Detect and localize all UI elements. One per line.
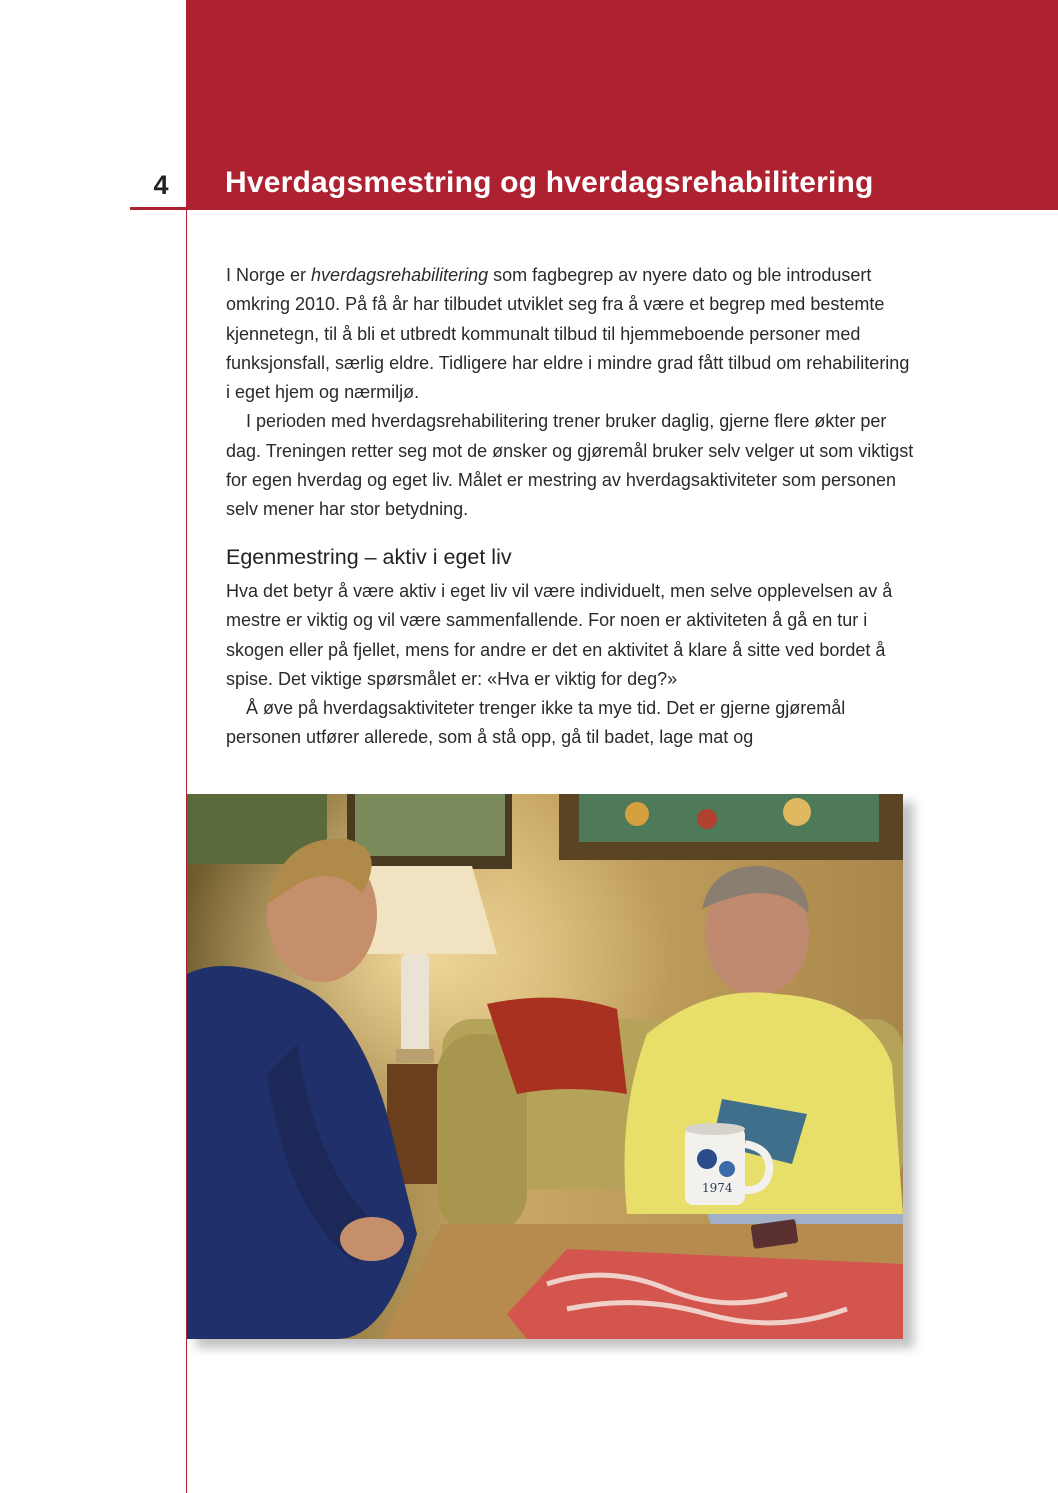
intro-text [226,261,916,525]
lamp-base [401,954,429,1054]
photo-caregiver-and-elderly-man [187,794,903,1339]
caregiver-hands [340,1217,404,1261]
section-paragraph-1: Hva det betyr å være aktiv i eget liv vil være individuelt, men selve opplevelsen av å mestre er viktig og vil være sammenfallende. For noen er aktiviteten å gå en tur i skogen eller på fjellet, mens for andre er det en aktivitet å klare å sitte ved bordet å spise. Det viktige spørsmålet er: «Hva er viktig for deg?» [226,581,893,689]
intro-term: hverdagsrehabilitering [311,265,489,285]
page-number: 4 [153,170,169,200]
section-heading: Egenmestring – aktiv i eget liv [226,545,512,569]
section-text [226,577,916,753]
section-paragraph-2: Å øve på hverdagsaktiviteter trenger ikke ta mye tid. Det er gjerne gjøremål personen utfører allerede, som å stå opp, gå til badet, lage mat og [226,698,846,748]
intro-p1-rest: som fagbegrep av nyere dato og ble introdusert omkring 2010. På få år har tilbudet utviklet seg fra å være et begrep med bestemte kjennetegn, til å bli et utbredt kommunalt tilbud til hjemmeboende personer med funksjonsfall, særlig eldre. Tidligere har eldre i mindre grad fått tilbud om rehabilitering i eget hjem og nærmiljø. [226,265,910,403]
photo-illustration [187,794,903,1339]
intro-paragraph-2: I perioden med hverdagsrehabilitering trener bruker daglig, gjerne flere økter per dag. Treningen retter seg mot de ønsker og gjøremål bruker selv velger ut som viktigst for egen hverdag og eget liv. Målet er mestring av hverdagsaktiviteter som personen selv mener har stor betydning. [226,411,914,520]
chapter-title: Hverdagsmestring og hverdagsrehabilitering [225,166,874,199]
page-number-rule [130,207,187,210]
intro-p1-start: I Norge er [226,265,312,285]
mug-year: 1974 [702,1181,733,1195]
intro-paragraph-1 [226,261,916,407]
red-tablecloth [507,1249,903,1339]
